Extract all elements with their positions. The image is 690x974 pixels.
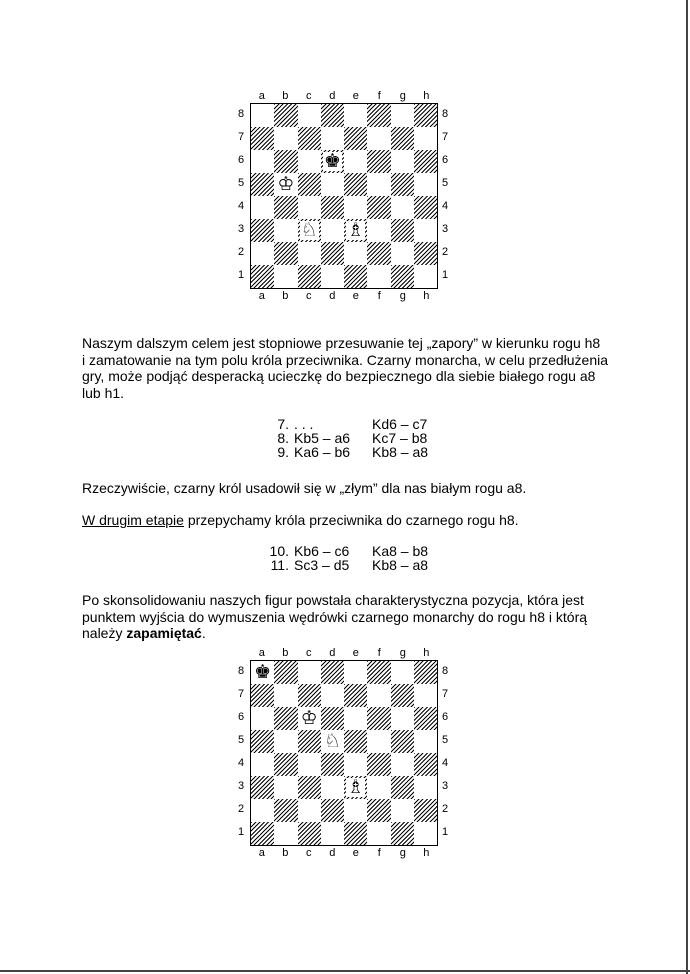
square-h7	[414, 684, 437, 707]
square-e1	[344, 265, 367, 288]
rank-label: 2	[441, 803, 449, 815]
white-king-icon: ♔	[277, 173, 295, 195]
rank-labels-right	[438, 660, 452, 844]
square-f4	[367, 753, 390, 776]
square-b8	[274, 661, 297, 684]
square-b8	[274, 104, 297, 127]
square-b7	[274, 127, 297, 150]
rank-label: 5	[237, 177, 245, 189]
move-number: 8.	[277, 430, 289, 446]
file-label: c	[306, 290, 312, 302]
square-d3	[321, 776, 344, 799]
file-label: f	[377, 847, 381, 859]
white-move: . . .	[294, 416, 314, 432]
file-label: d	[329, 290, 336, 302]
square-a5	[251, 730, 274, 753]
square-e7	[344, 684, 367, 707]
square-a2	[251, 242, 274, 265]
square-d5	[321, 730, 344, 753]
square-b7	[274, 684, 297, 707]
square-c7	[298, 127, 321, 150]
text-line: i zamatowanie na tym polu króla przeciwnika. Czarny monarcha, w celu przedłużenia	[82, 351, 609, 368]
square-f1	[367, 822, 390, 845]
file-label: d	[329, 90, 336, 102]
square-g1	[391, 822, 414, 845]
square-c8	[298, 104, 321, 127]
rank-label: 8	[237, 108, 245, 120]
black-move: Ka8 – b8	[372, 543, 429, 559]
rank-label: 5	[441, 734, 449, 746]
square-h6	[414, 150, 437, 173]
square-f5	[367, 730, 390, 753]
square-d4	[321, 196, 344, 219]
square-a2	[251, 799, 274, 822]
square-c4	[298, 196, 321, 219]
file-label: h	[423, 90, 430, 102]
move-number: 10.	[269, 543, 289, 559]
file-label: c	[306, 90, 312, 102]
page-border-right	[686, 0, 688, 974]
file-label: b	[282, 90, 289, 102]
white-move: Kb5 – a6	[294, 430, 351, 446]
move-number: 11.	[270, 557, 289, 573]
chess-diagram-2	[232, 646, 456, 868]
square-a5	[251, 173, 274, 196]
square-c1	[298, 822, 321, 845]
square-f8	[367, 661, 390, 684]
square-g5	[391, 173, 414, 196]
chess-diagram-1	[232, 89, 456, 311]
square-b5	[274, 730, 297, 753]
square-e6	[344, 150, 367, 173]
square-d2	[321, 799, 344, 822]
move-row	[260, 417, 460, 431]
white-move: Ka6 – b6	[294, 444, 351, 460]
square-h3	[414, 219, 437, 242]
file-label: h	[423, 647, 430, 659]
square-h7	[414, 127, 437, 150]
text-span: przepychamy króla przeciwnika do czarnego rogu h8.	[183, 512, 519, 528]
square-f2	[367, 799, 390, 822]
white-knight-icon: ♘	[300, 219, 318, 241]
black-move: Kd6 – c7	[372, 416, 428, 432]
underlined-heading: W drugim etapie	[82, 512, 184, 528]
square-c6	[298, 707, 321, 730]
rank-label: 8	[237, 665, 245, 677]
square-a8	[251, 661, 274, 684]
square-a8	[251, 104, 274, 127]
square-h5	[414, 730, 437, 753]
rank-label: 6	[237, 154, 245, 166]
file-label: g	[399, 90, 406, 102]
square-h1	[414, 265, 437, 288]
black-king-icon: ♚	[254, 661, 272, 683]
text-line: Naszym dalszym celem jest stopniowe przesuwanie tej „zapory” w kierunku rogu h8	[82, 335, 601, 351]
square-g5	[391, 730, 414, 753]
move-row	[260, 558, 460, 572]
rank-label: 6	[237, 711, 245, 723]
file-label: a	[258, 647, 265, 659]
square-c3	[298, 219, 321, 242]
black-king-icon: ♚	[323, 150, 341, 172]
black-move: Kb8 – a8	[372, 444, 429, 460]
square-f6	[367, 150, 390, 173]
file-labels-bottom	[250, 846, 438, 860]
text-span: .	[201, 625, 206, 641]
rank-labels-right	[438, 103, 452, 287]
square-b6	[274, 707, 297, 730]
square-g7	[391, 127, 414, 150]
square-f1	[367, 265, 390, 288]
square-d1	[321, 265, 344, 288]
file-label: b	[282, 647, 289, 659]
move-row	[260, 445, 460, 459]
square-g8	[391, 661, 414, 684]
file-label: d	[329, 647, 336, 659]
square-b2	[274, 799, 297, 822]
move-list-1	[260, 417, 460, 459]
square-h2	[414, 242, 437, 265]
rank-label: 6	[441, 154, 449, 166]
rank-label: 2	[237, 803, 245, 815]
file-label: d	[329, 847, 336, 859]
square-e3	[344, 219, 367, 242]
rank-label: 7	[237, 688, 245, 700]
page-border-bottom	[0, 970, 690, 972]
square-f8	[367, 104, 390, 127]
file-label: f	[377, 647, 381, 659]
square-d5	[321, 173, 344, 196]
text-line	[82, 625, 622, 642]
square-a1	[251, 822, 274, 845]
square-d4	[321, 753, 344, 776]
rank-label: 8	[441, 108, 449, 120]
text-line: punktem wyjścia do wymuszenia wędrówki czarnego monarchy do rogu h8 i którą	[82, 608, 588, 625]
square-f7	[367, 127, 390, 150]
rank-label: 7	[237, 131, 245, 143]
square-e2	[344, 799, 367, 822]
file-labels-top	[250, 646, 438, 660]
square-e4	[344, 196, 367, 219]
square-a4	[251, 753, 274, 776]
rank-label: 4	[237, 757, 245, 769]
rank-label: 5	[441, 177, 449, 189]
square-f7	[367, 684, 390, 707]
square-b4	[274, 196, 297, 219]
square-d7	[321, 127, 344, 150]
file-label: e	[352, 647, 359, 659]
square-c2	[298, 242, 321, 265]
square-g1	[391, 265, 414, 288]
file-labels-bottom	[250, 289, 438, 303]
file-label: g	[399, 290, 406, 302]
square-d8	[321, 104, 344, 127]
square-e2	[344, 242, 367, 265]
rank-label: 1	[237, 269, 245, 281]
square-a3	[251, 219, 274, 242]
square-h8	[414, 104, 437, 127]
rank-label: 2	[441, 246, 449, 258]
rank-label: 3	[441, 780, 449, 792]
move-row	[260, 431, 460, 445]
rank-label: 7	[441, 688, 449, 700]
text-line: lub h1.	[82, 384, 125, 401]
rank-label: 4	[441, 200, 449, 212]
file-label: e	[352, 90, 359, 102]
square-d8	[321, 661, 344, 684]
white-knight-icon: ♘	[323, 730, 341, 752]
square-h5	[414, 173, 437, 196]
square-e5	[344, 173, 367, 196]
square-e3	[344, 776, 367, 799]
rank-label: 5	[237, 734, 245, 746]
square-b3	[274, 219, 297, 242]
white-bishop-icon: ♗	[347, 219, 365, 241]
square-f3	[367, 219, 390, 242]
white-king-icon: ♔	[300, 707, 318, 729]
black-move: Kc7 – b8	[372, 430, 428, 446]
square-b6	[274, 150, 297, 173]
file-label: b	[282, 847, 289, 859]
rank-label: 7	[441, 131, 449, 143]
square-g7	[391, 684, 414, 707]
file-label: b	[282, 290, 289, 302]
move-number: 9.	[277, 444, 289, 460]
square-b5	[274, 173, 297, 196]
paragraph-observation	[82, 480, 622, 497]
move-row	[260, 544, 460, 558]
square-g4	[391, 753, 414, 776]
rank-label: 3	[237, 223, 245, 235]
square-f5	[367, 173, 390, 196]
square-c3	[298, 776, 321, 799]
file-label: a	[258, 290, 265, 302]
file-label: h	[423, 847, 430, 859]
rank-labels-left	[234, 660, 248, 844]
white-bishop-icon: ♗	[347, 776, 365, 798]
square-e1	[344, 822, 367, 845]
file-label: e	[352, 847, 359, 859]
square-c8	[298, 661, 321, 684]
rank-label: 1	[441, 826, 449, 838]
square-h4	[414, 753, 437, 776]
square-h6	[414, 707, 437, 730]
square-a6	[251, 707, 274, 730]
chess-board	[250, 660, 438, 846]
square-e7	[344, 127, 367, 150]
square-g3	[391, 776, 414, 799]
file-labels-top	[250, 89, 438, 103]
white-move: Kb6 – c6	[294, 543, 350, 559]
square-f2	[367, 242, 390, 265]
square-f4	[367, 196, 390, 219]
paragraph-strategy	[82, 335, 622, 401]
chess-board	[250, 103, 438, 289]
text-span: należy	[82, 625, 127, 641]
text-line	[82, 512, 622, 529]
square-c1	[298, 265, 321, 288]
square-g6	[391, 150, 414, 173]
square-h8	[414, 661, 437, 684]
square-h3	[414, 776, 437, 799]
paragraph-second-stage	[82, 512, 622, 529]
file-label: a	[258, 90, 265, 102]
rank-label: 4	[237, 200, 245, 212]
square-e8	[344, 661, 367, 684]
rank-label: 8	[441, 665, 449, 677]
square-g8	[391, 104, 414, 127]
square-a7	[251, 127, 274, 150]
paragraph-key-position	[82, 592, 622, 642]
move-list-2	[260, 544, 460, 572]
square-b3	[274, 776, 297, 799]
square-a6	[251, 150, 274, 173]
square-c2	[298, 799, 321, 822]
square-b4	[274, 753, 297, 776]
square-b1	[274, 265, 297, 288]
square-a1	[251, 265, 274, 288]
square-f6	[367, 707, 390, 730]
square-b2	[274, 242, 297, 265]
bold-emphasis: zapamiętać	[126, 625, 202, 641]
square-c7	[298, 684, 321, 707]
square-d2	[321, 242, 344, 265]
square-d1	[321, 822, 344, 845]
square-h2	[414, 799, 437, 822]
black-move: Kb8 – a8	[372, 557, 429, 573]
file-label: a	[258, 847, 265, 859]
rank-labels-left	[234, 103, 248, 287]
rank-label: 6	[441, 711, 449, 723]
file-label: e	[352, 290, 359, 302]
square-g4	[391, 196, 414, 219]
square-g2	[391, 799, 414, 822]
text-line: gry, może podjąć desperacką ucieczkę do bezpiecznego dla siebie białego rogu a8	[82, 368, 596, 384]
file-label: h	[423, 290, 430, 302]
square-h1	[414, 822, 437, 845]
rank-label: 3	[441, 223, 449, 235]
white-move: Sc3 – d5	[294, 557, 350, 573]
square-e6	[344, 707, 367, 730]
square-c5	[298, 173, 321, 196]
square-c6	[298, 150, 321, 173]
rank-label: 3	[237, 780, 245, 792]
file-label: f	[377, 290, 381, 302]
square-d6	[321, 150, 344, 173]
square-e5	[344, 730, 367, 753]
rank-label: 2	[237, 246, 245, 258]
square-g2	[391, 242, 414, 265]
file-label: c	[306, 847, 312, 859]
move-number: 7.	[277, 416, 289, 432]
file-label: g	[399, 847, 406, 859]
rank-label: 1	[237, 826, 245, 838]
square-d6	[321, 707, 344, 730]
square-g3	[391, 219, 414, 242]
square-c4	[298, 753, 321, 776]
square-h4	[414, 196, 437, 219]
square-g6	[391, 707, 414, 730]
square-c5	[298, 730, 321, 753]
square-f3	[367, 776, 390, 799]
file-label: c	[306, 647, 312, 659]
text-line: Rzeczywiście, czarny król usadowił się w „złym” dla nas białym rogu a8.	[82, 480, 527, 496]
rank-label: 1	[441, 269, 449, 281]
rank-label: 4	[441, 757, 449, 769]
square-d3	[321, 219, 344, 242]
square-d7	[321, 684, 344, 707]
square-a4	[251, 196, 274, 219]
text-line: Po skonsolidowaniu naszych figur powstała charakterystyczna pozycja, która jest	[82, 592, 584, 608]
square-a3	[251, 776, 274, 799]
square-e8	[344, 104, 367, 127]
file-label: g	[399, 647, 406, 659]
square-b1	[274, 822, 297, 845]
square-e4	[344, 753, 367, 776]
file-label: f	[377, 90, 381, 102]
square-a7	[251, 684, 274, 707]
